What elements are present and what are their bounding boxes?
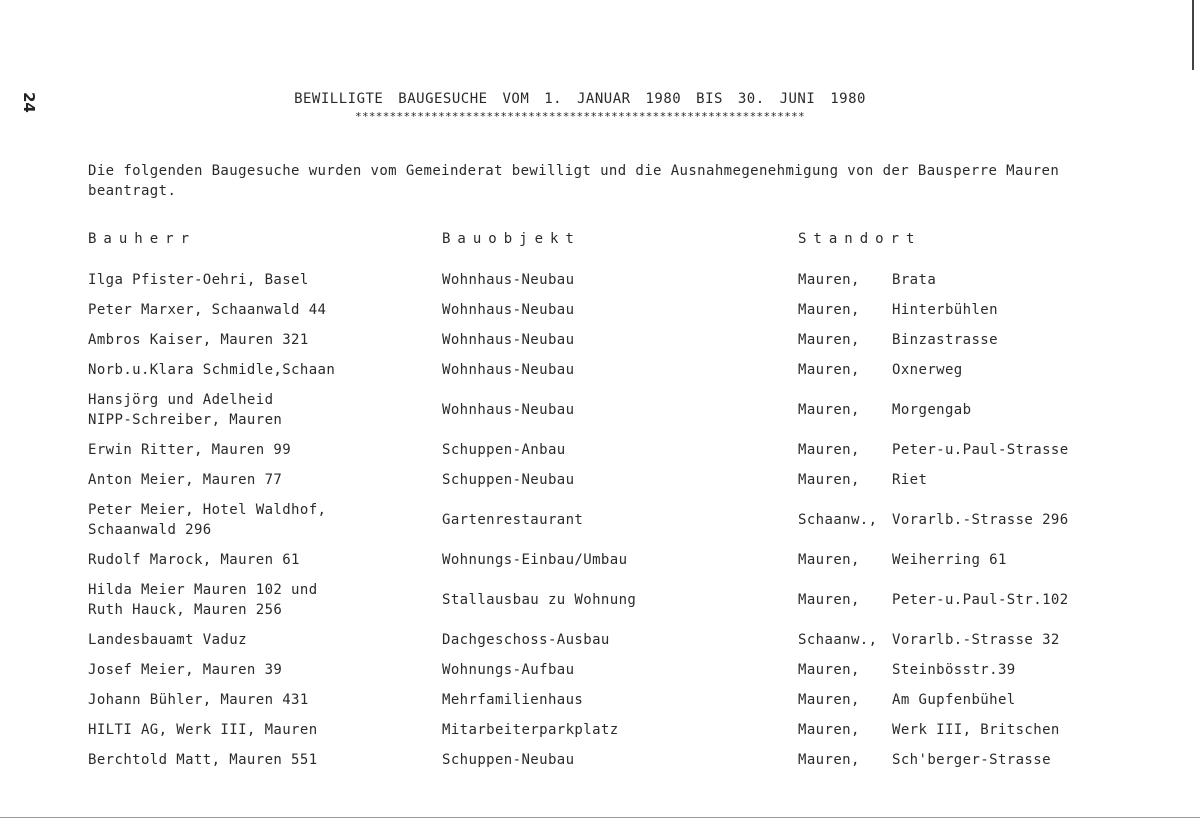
object-cell: Mehrfamilienhaus [442, 692, 584, 708]
place-cell: Mauren, [798, 402, 860, 418]
owner-cell: Ilga Pfister-Oehri, Basel [88, 272, 309, 288]
object-cell: Wohnhaus-Neubau [442, 302, 575, 318]
table-row [0, 385, 1200, 435]
table-row [0, 655, 1200, 685]
street-cell: Am Gupfenbühel [892, 692, 1016, 708]
page-title: BEWILLIGTE BAUGESUCHE VOM 1. JANUAR 1980 BIS 30. JUNI 1980 [294, 91, 866, 107]
owner-cell: Peter Meier, Hotel Waldhof, Schaanwald 296 [88, 502, 327, 538]
owner-cell: HILTI AG, Werk III, Mauren [88, 722, 318, 738]
place-cell: Mauren, [798, 302, 860, 318]
page-number: 24 [20, 92, 38, 113]
table-row [0, 545, 1200, 575]
table-row [0, 435, 1200, 465]
object-cell: Wohnhaus-Neubau [442, 332, 575, 348]
street-cell: Peter-u.Paul-Strasse [892, 442, 1069, 458]
column-header-object: Bauobjekt [442, 231, 581, 247]
object-cell: Gartenrestaurant [442, 512, 584, 528]
table-row [0, 325, 1200, 355]
street-cell: Oxnerweg [892, 362, 963, 378]
street-cell: Vorarlb.-Strasse 32 [892, 632, 1060, 648]
place-cell: Mauren, [798, 272, 860, 288]
owner-cell: Ambros Kaiser, Mauren 321 [88, 332, 309, 348]
object-cell: Wohnungs-Aufbau [442, 662, 575, 678]
owner-cell: Hilda Meier Mauren 102 und Ruth Hauck, Mauren 256 [88, 582, 318, 618]
place-cell: Mauren, [798, 362, 860, 378]
permit-table [0, 265, 1200, 775]
place-cell: Mauren, [798, 692, 860, 708]
object-cell: Wohnhaus-Neubau [442, 362, 575, 378]
object-cell: Stallausbau zu Wohnung [442, 592, 637, 608]
place-cell: Schaanw., [798, 512, 878, 528]
intro-paragraph: Die folgenden Baugesuche wurden vom Gemeinderat bewilligt und die Ausnahmegenehmigung von der Bausperre Mauren beantragt. [88, 163, 1060, 199]
owner-cell: Anton Meier, Mauren 77 [88, 472, 283, 488]
place-cell: Mauren, [798, 472, 860, 488]
place-cell: Mauren, [798, 592, 860, 608]
owner-cell: Landesbauamt Vaduz [88, 632, 247, 648]
table-row [0, 495, 1200, 545]
right-margin-rule [1192, 0, 1194, 70]
object-cell: Wohnungs-Einbau/Umbau [442, 552, 628, 568]
owner-cell: Hansjörg und Adelheid NIPP-Schreiber, Mauren [88, 392, 283, 428]
table-row [0, 745, 1200, 775]
place-cell: Mauren, [798, 552, 860, 568]
street-cell: Sch'berger-Strasse [892, 752, 1051, 768]
place-cell: Mauren, [798, 332, 860, 348]
street-cell: Brata [892, 272, 937, 288]
owner-cell: Erwin Ritter, Mauren 99 [88, 442, 292, 458]
street-cell: Binzastrasse [892, 332, 998, 348]
table-row [0, 295, 1200, 325]
owner-cell: Johann Bühler, Mauren 431 [88, 692, 309, 708]
place-cell: Mauren, [798, 752, 860, 768]
street-cell: Hinterbühlen [892, 302, 998, 318]
place-cell: Mauren, [798, 442, 860, 458]
table-row [0, 575, 1200, 625]
table-row [0, 265, 1200, 295]
table-row [0, 625, 1200, 655]
object-cell: Schuppen-Neubau [442, 752, 575, 768]
object-cell: Wohnhaus-Neubau [442, 402, 575, 418]
table-row [0, 715, 1200, 745]
object-cell: Schuppen-Anbau [442, 442, 566, 458]
street-cell: Peter-u.Paul-Str.102 [892, 592, 1069, 608]
owner-cell: Peter Marxer, Schaanwald 44 [88, 302, 327, 318]
place-cell: Mauren, [798, 722, 860, 738]
street-cell: Weiherring 61 [892, 552, 1007, 568]
street-cell: Riet [892, 472, 928, 488]
title-underline: ***************************************************************** [355, 111, 805, 122]
place-cell: Schaanw., [798, 632, 878, 648]
column-header-owner: Bauherr [88, 231, 197, 247]
object-cell: Mitarbeiterparkplatz [442, 722, 619, 738]
object-cell: Wohnhaus-Neubau [442, 272, 575, 288]
column-header-location: Standort [798, 231, 922, 247]
table-row [0, 465, 1200, 495]
object-cell: Dachgeschoss-Ausbau [442, 632, 610, 648]
street-cell: Werk III, Britschen [892, 722, 1060, 738]
owner-cell: Josef Meier, Mauren 39 [88, 662, 283, 678]
street-cell: Vorarlb.-Strasse 296 [892, 512, 1069, 528]
owner-cell: Norb.u.Klara Schmidle,Schaan [88, 362, 336, 378]
owner-cell: Berchtold Matt, Mauren 551 [88, 752, 318, 768]
table-row [0, 685, 1200, 715]
place-cell: Mauren, [798, 662, 860, 678]
owner-cell: Rudolf Marock, Mauren 61 [88, 552, 300, 568]
street-cell: Morgengab [892, 402, 972, 418]
table-row [0, 355, 1200, 385]
street-cell: Steinbösstr.39 [892, 662, 1016, 678]
bottom-edge-rule [0, 817, 1200, 818]
object-cell: Schuppen-Neubau [442, 472, 575, 488]
